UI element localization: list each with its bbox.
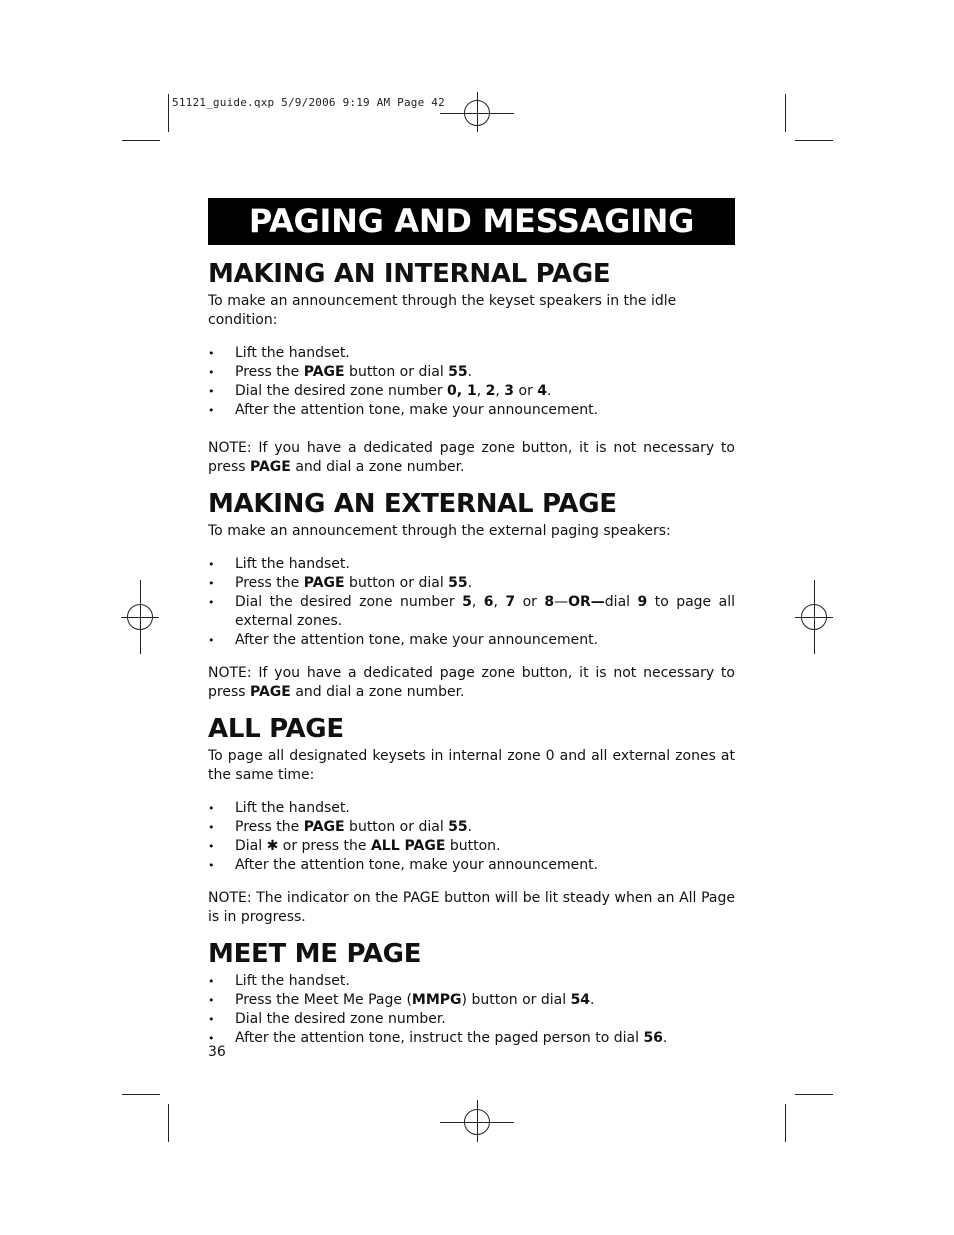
note-text: NOTE: If you have a dedicated page zone button, it is not necessary to press PAGE and dial a zone number. [208,440,735,475]
list-item: • Dial the desired zone number. [208,1010,735,1029]
list-item: • After the attention tone, instruct the paged person to dial 56. [208,1029,735,1048]
section-heading: MEET ME PAGE [208,939,422,969]
list-item: • Lift the handset. [208,344,735,363]
list-item: • Press the Meet Me Page (MMPG) button or dial 54. [208,991,735,1010]
page-title-banner: PAGING AND MESSAGING [208,198,735,245]
list-item: • After the attention tone, make your announcement. [208,401,735,420]
note-text: NOTE: If you have a dedicated page zone button, it is not necessary to press PAGE and dial a zone number. [208,665,735,700]
page-number: 36 [208,1044,226,1060]
print-slug: 51121_guide.qxp 5/9/2006 9:19 AM Page 42 [172,96,445,109]
registration-line [814,580,815,654]
list-item: • Dial the desired zone number 5, 6, 7 or 8—OR—dial 9 to page all external zones. [208,593,735,631]
crop-mark [795,1094,833,1095]
crop-mark [122,140,160,141]
crop-mark [168,1104,169,1142]
list-item: • Press the PAGE button or dial 55. [208,574,735,593]
section-heading: MAKING AN EXTERNAL PAGE [208,489,617,519]
registration-line [477,92,478,132]
section-intro: To make an announcement through the keyset speakers in the idle condition: [208,293,677,328]
list-item: • Lift the handset. [208,555,735,574]
section-intro: To make an announcement through the external paging speakers: [208,523,671,539]
note-text: NOTE: The indicator on the PAGE button will be lit steady when an All Page is in progress. [208,890,735,925]
list-item: • Dial the desired zone number 0, 1, 2, 3 or 4. [208,382,735,401]
steps-list [208,555,735,650]
list-item: • Lift the handset. [208,799,735,818]
crop-mark [785,1104,786,1142]
star-icon: ✱ [266,838,279,854]
section-heading: MAKING AN INTERNAL PAGE [208,259,611,289]
registration-line [140,580,141,654]
crop-mark [168,94,169,132]
page-content [208,256,735,1048]
list-item: • Press the PAGE button or dial 55. [208,363,735,382]
crop-mark [122,1094,160,1095]
steps-list [208,799,735,875]
steps-list [208,972,735,1048]
crop-mark [795,140,833,141]
list-item: • After the attention tone, make your announcement. [208,631,735,650]
list-item: • Lift the handset. [208,972,735,991]
section-heading: ALL PAGE [208,714,344,744]
registration-line [477,1100,478,1142]
section-intro: To page all designated keysets in internal zone 0 and all external zones at the same time: [208,748,735,783]
list-item: • Dial ✱ or press the ALL PAGE button. [208,837,735,856]
crop-mark [785,94,786,132]
list-item: • After the attention tone, make your announcement. [208,856,735,875]
steps-list [208,344,735,420]
list-item: • Press the PAGE button or dial 55. [208,818,735,837]
